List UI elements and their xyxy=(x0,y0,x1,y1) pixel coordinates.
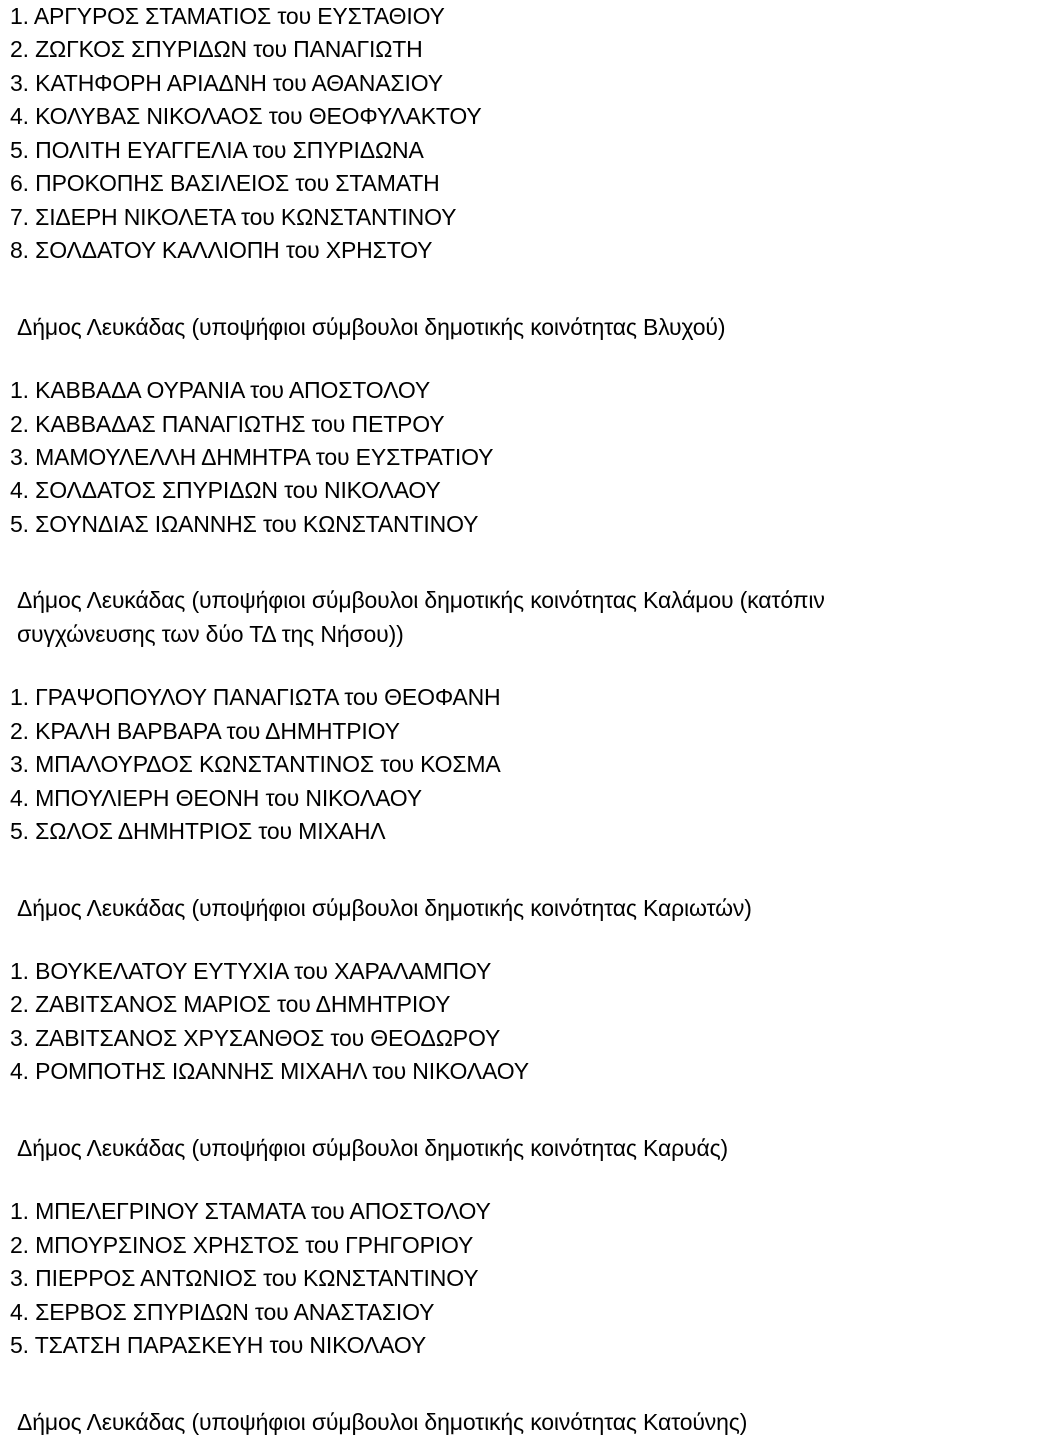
candidate-list-item: 5. ΠΟΛΙΤΗ ΕΥΑΓΓΕΛΙΑ του ΣΠΥΡΙΔΩΝΑ xyxy=(10,136,424,163)
candidate-list-item: 2. ΜΠΟΥΡΣΙΝΟΣ ΧΡΗΣΤΟΣ του ΓΡΗΓΟΡΙΟΥ xyxy=(10,1231,474,1258)
candidate-list xyxy=(10,955,1058,1089)
candidate-list-item: 1. ΚΑΒΒΑΔΑ ΟΥΡΑΝΙΑ του ΑΠΟΣΤΟΛΟΥ xyxy=(10,377,431,404)
candidate-list-item: 4. ΜΠΟΥΛΙΕΡΗ ΘΕΟΝΗ του ΝΙΚΟΛΑΟΥ xyxy=(10,784,422,811)
candidate-list xyxy=(10,374,1058,541)
section-header-text: Δήμος Λευκάδας (υποψήφιοι σύμβουλοι δημοτικής κοινότητας Βλυχού) xyxy=(17,313,726,340)
section-header-text: Δήμος Λευκάδας (υποψήφιοι σύμβουλοι δημοτικής κοινότητας Καλάμου (κατόπιν xyxy=(17,587,825,614)
candidate-list-item: 4. ΚΟΛΥΒΑΣ ΝΙΚΟΛΑΟΣ του ΘΕΟΦΥΛΑΚΤΟΥ xyxy=(10,103,482,130)
candidate-list-item: 5. ΣΟΥΝΔΙΑΣ ΙΩΑΝΝΗΣ του ΚΩΝΣΤΑΝΤΙΝΟΥ xyxy=(10,510,479,537)
candidate-list xyxy=(10,681,1058,848)
candidate-list-item: 8. ΣΟΛΔΑΤΟΥ ΚΑΛΛΙΟΠΗ του ΧΡΗΣΤΟΥ xyxy=(10,237,433,264)
candidate-list-item: 1. ΓΡΑΨΟΠΟΥΛΟΥ ΠΑΝΑΓΙΩΤΑ του ΘΕΟΦΑΝΗ xyxy=(10,684,501,711)
candidate-list-item: 3. ΠΙΕΡΡΟΣ ΑΝΤΩΝΙΟΣ του ΚΩΝΣΤΑΝΤΙΝΟΥ xyxy=(10,1265,479,1292)
candidate-list-item: 2. ΚΡΑΛΗ ΒΑΡΒΑΡΑ του ΔΗΜΗΤΡΙΟΥ xyxy=(10,717,400,744)
candidate-list-item: 3. ΖΑΒΙΤΣΑΝΟΣ ΧΡΥΣΑΝΘΟΣ του ΘΕΟΔΩΡΟΥ xyxy=(10,1024,501,1051)
section-header-karya xyxy=(17,1132,1058,1165)
section-header-kalamos xyxy=(17,584,1058,651)
section-header-text: Δήμος Λευκάδας (υποψήφιοι σύμβουλοι δημοτικής κοινότητας Κατούνης) xyxy=(17,1408,748,1435)
candidate-list-item: 2. ΚΑΒΒΑΔΑΣ ΠΑΝΑΓΙΩΤΗΣ του ΠΕΤΡΟΥ xyxy=(10,410,445,437)
candidate-list xyxy=(10,0,1058,268)
candidate-list-item: 4. ΡΟΜΠΟΤΗΣ ΙΩΑΝΝΗΣ ΜΙΧΑΗΛ του ΝΙΚΟΛΑΟΥ xyxy=(10,1058,529,1085)
candidate-list-item: 1. ΑΡΓΥΡΟΣ ΣΤΑΜΑΤΙΟΣ του ΕΥΣΤΑΘΙΟΥ xyxy=(10,3,445,29)
candidate-list-item: 3. ΜΑΜΟΥΛΕΛΛΗ ΔΗΜΗΤΡΑ του ΕΥΣΤΡΑΤΙΟΥ xyxy=(10,443,494,470)
candidate-list-item: 7. ΣΙΔΕΡΗ ΝΙΚΟΛΕΤΑ του ΚΩΝΣΤΑΝΤΙΝΟΥ xyxy=(10,203,457,230)
candidate-list-item: 4. ΣΟΛΔΑΤΟΣ ΣΠΥΡΙΔΩΝ του ΝΙΚΟΛΑΟΥ xyxy=(10,477,441,504)
candidate-list xyxy=(10,1195,1058,1362)
section-header-katouna xyxy=(17,1406,1058,1439)
section-header-vlycho xyxy=(17,311,1058,344)
section-header-text: συγχώνευσης των δύο ΤΔ της Νήσου)) xyxy=(17,620,404,647)
candidate-list-item: 2. ΖΑΒΙΤΣΑΝΟΣ ΜΑΡΙΟΣ του ΔΗΜΗΤΡΙΟΥ xyxy=(10,991,451,1018)
section-header-text: Δήμος Λευκάδας (υποψήφιοι σύμβουλοι δημοτικής κοινότητας Καρυάς) xyxy=(17,1134,729,1161)
candidate-list-item: 2. ΖΩΓΚΟΣ ΣΠΥΡΙΔΩΝ του ΠΑΝΑΓΙΩΤΗ xyxy=(10,36,423,63)
candidate-list-item: 1. ΜΠΕΛΕΓΡΙΝΟΥ ΣΤΑΜΑΤΑ του ΑΠΟΣΤΟΛΟΥ xyxy=(10,1198,491,1225)
candidate-list-item: 4. ΣΕΡΒΟΣ ΣΠΥΡΙΔΩΝ του ΑΝΑΣΤΑΣΙΟΥ xyxy=(10,1298,435,1325)
candidate-list-item: 5. ΣΩΛΟΣ ΔΗΜΗΤΡΙΟΣ του ΜΙΧΑΗΛ xyxy=(10,818,386,845)
candidate-list-item: 3. ΜΠΑΛΟΥΡΔΟΣ ΚΩΝΣΤΑΝΤΙΝΟΣ του ΚΟΣΜΑ xyxy=(10,751,501,778)
candidate-list-item: 3. ΚΑΤΗΦΟΡΗ ΑΡΙΑΔΝΗ του ΑΘΑΝΑΣΙΟΥ xyxy=(10,69,443,96)
candidate-list-item: 1. ΒΟΥΚΕΛΑΤΟΥ ΕΥΤΥΧΙΑ του ΧΑΡΑΛΑΜΠΟΥ xyxy=(10,957,492,984)
section-header-text: Δήμος Λευκάδας (υποψήφιοι σύμβουλοι δημοτικής κοινότητας Καριωτών) xyxy=(17,894,752,921)
section-header-kariotes xyxy=(17,892,1058,925)
candidate-list-item: 6. ΠΡΟΚΟΠΗΣ ΒΑΣΙΛΕΙΟΣ του ΣΤΑΜΑΤΗ xyxy=(10,170,440,197)
candidate-list-item: 5. ΤΣΑΤΣΗ ΠΑΡΑΣΚΕΥΗ του ΝΙΚΟΛΑΟΥ xyxy=(10,1332,427,1359)
